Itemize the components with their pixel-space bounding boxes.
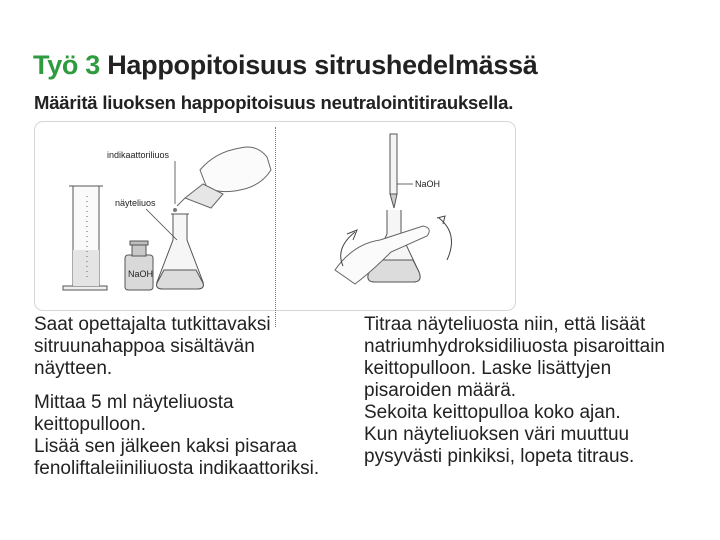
right-line-2: natriumhydroksidiliuosta pisaroittain [364, 336, 665, 357]
burette-icon [390, 134, 397, 208]
flask-icon [157, 214, 204, 289]
indicator-label: indikaattoriliuos [107, 150, 170, 160]
page-subtitle: Määritä liuoksen happopitoisuus neutralointitirauksella. [34, 92, 514, 113]
left-line-5: keittopulloon. [34, 414, 146, 435]
title-number: Työ 3 [33, 50, 101, 80]
right-line-4: pisaroiden määrä. [364, 380, 517, 401]
column-divider [275, 127, 276, 327]
left-line-3: näytteen. [34, 358, 113, 379]
right-line-6: Kun näyteliuoksen väri muuttuu [364, 424, 630, 445]
hand-dropper-icon [173, 147, 271, 212]
title-text: Happopitoisuus sitrushedelmässä [107, 50, 538, 80]
page-title [33, 50, 538, 81]
bottle-label: NaOH [128, 269, 154, 279]
naoh-bottle-icon [125, 241, 153, 290]
burette-label: NaOH [415, 179, 441, 189]
left-line-1: Saat opettajalta tutkittavaksi [34, 314, 271, 335]
instructions-left [34, 314, 352, 480]
left-line-6: Lisää sen jälkeen kaksi pisaraa [34, 436, 297, 457]
right-line-1: Titraa näyteliuosta niin, että lisäät [364, 314, 646, 335]
right-line-7: pysyvästi pinkiksi, lopeta titraus. [364, 446, 635, 467]
left-line-7: fenoliftaleiiniliuosta indikaattoriksi. [34, 458, 320, 479]
right-line-3: keittopulloon. Laske lisättyjen [364, 358, 612, 379]
sample-label: näyteliuos [115, 198, 156, 208]
measuring-cylinder-icon [63, 186, 107, 290]
instructions-right [364, 314, 694, 468]
right-line-5: Sekoita keittopulloa koko ajan. [364, 402, 621, 423]
left-line-4: Mittaa 5 ml näyteliuosta [34, 392, 234, 413]
left-line-2: sitruunahappoa sisältävän [34, 336, 255, 357]
